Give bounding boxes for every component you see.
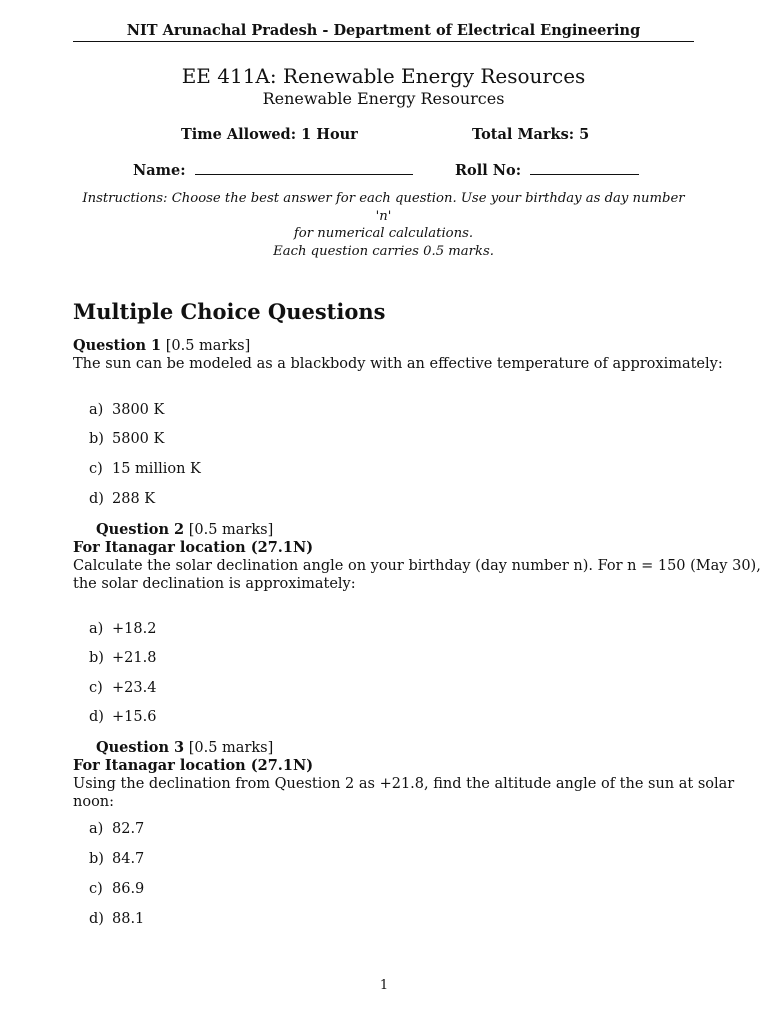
page-number: 1 [379, 978, 389, 993]
q3-option-c[interactable] [89, 881, 144, 897]
option-letter: d) [89, 709, 104, 725]
option-text: +23.4 [112, 680, 157, 696]
option-letter: c) [89, 680, 103, 696]
q2-option-a[interactable] [89, 621, 156, 637]
page-header: NIT Arunachal Pradesh - Department of Electrical Engineering [126, 22, 641, 39]
question-label: Question 1 [73, 337, 162, 354]
q3-option-b[interactable] [89, 851, 144, 867]
option-letter: a) [89, 402, 104, 418]
option-text: 288 K [112, 491, 156, 507]
option-letter: b) [89, 851, 104, 867]
option-letter: b) [89, 650, 104, 666]
option-letter: d) [89, 491, 104, 507]
exam-subtitle: Renewable Energy Resources [262, 89, 505, 108]
name-label: Name: [133, 162, 186, 179]
question-label: Question 3 [96, 739, 185, 756]
question-2-heading [96, 521, 273, 538]
option-letter: a) [89, 821, 104, 837]
question-1-text [73, 355, 723, 373]
option-letter: a) [89, 621, 104, 637]
option-text: 86.9 [112, 881, 145, 897]
roll-blank-line[interactable] [530, 160, 639, 175]
instructions-line: for numerical calculations. [293, 226, 474, 241]
option-text: +15.6 [112, 709, 157, 725]
option-text: 15 million K [112, 461, 201, 477]
question-text-line: Calculate the solar declination angle on your birthday (day number n). For n = 150 (May 30), [73, 558, 761, 574]
question-marks: [0.5 marks] [188, 522, 274, 538]
q2-option-d[interactable] [89, 709, 156, 725]
header-divider [73, 41, 694, 42]
q1-option-d[interactable] [89, 491, 155, 507]
option-letter: c) [89, 461, 103, 477]
marks-value: 5 [579, 126, 590, 143]
option-text: 5800 K [112, 431, 165, 447]
option-letter: d) [89, 911, 104, 927]
question-2-location: For Itanagar location (27.1N) [73, 539, 314, 556]
instructions-line: Instructions: Choose the best answer for each question. Use your birthday as day number 'n' [82, 191, 685, 224]
question-2-text [73, 557, 761, 593]
option-text: +18.2 [112, 621, 157, 637]
time-allowed [181, 126, 358, 143]
instructions [73, 190, 694, 260]
option-letter: c) [89, 881, 103, 897]
q3-option-a[interactable] [89, 821, 144, 837]
name-field [133, 160, 413, 179]
question-label: Question 2 [96, 521, 185, 538]
question-text-line: The sun can be modeled as a blackbody with an effective temperature of approximately: [73, 356, 723, 372]
question-3-text [73, 775, 768, 811]
option-text: +21.8 [112, 650, 157, 666]
question-marks: [0.5 marks] [188, 740, 274, 756]
option-text: 3800 K [112, 402, 165, 418]
instructions-line: Each question carries 0.5 marks. [273, 243, 494, 259]
question-text-line: the solar declination is approximately: [73, 576, 356, 592]
marks-label: Total Marks: [472, 126, 575, 143]
question-3-location: For Itanagar location (27.1N) [73, 757, 314, 774]
roll-field [455, 160, 639, 179]
q2-option-b[interactable] [89, 650, 156, 666]
q1-option-c[interactable] [89, 461, 201, 477]
time-value: 1 Hour [301, 126, 358, 143]
option-text: 82.7 [112, 821, 145, 837]
question-3-heading [96, 739, 273, 756]
total-marks [472, 126, 589, 143]
roll-label: Roll No: [455, 162, 522, 179]
name-blank-line[interactable] [195, 160, 413, 175]
q1-option-b[interactable] [89, 431, 164, 447]
q2-option-c[interactable] [89, 680, 156, 696]
option-text: 84.7 [112, 851, 145, 867]
question-marks: [0.5 marks] [165, 338, 251, 354]
q1-option-a[interactable] [89, 402, 164, 418]
time-label: Time Allowed: [181, 126, 297, 143]
section-title: Multiple Choice Questions [73, 299, 386, 324]
question-text-line: Using the declination from Question 2 as +21.8, find the altitude angle of the sun at solar noon: [73, 776, 735, 810]
q3-option-d[interactable] [89, 911, 144, 927]
exam-title: EE 411A: Renewable Energy Resources [181, 64, 586, 88]
option-text: 88.1 [112, 911, 145, 927]
option-letter: b) [89, 431, 104, 447]
question-1-heading [73, 337, 250, 354]
